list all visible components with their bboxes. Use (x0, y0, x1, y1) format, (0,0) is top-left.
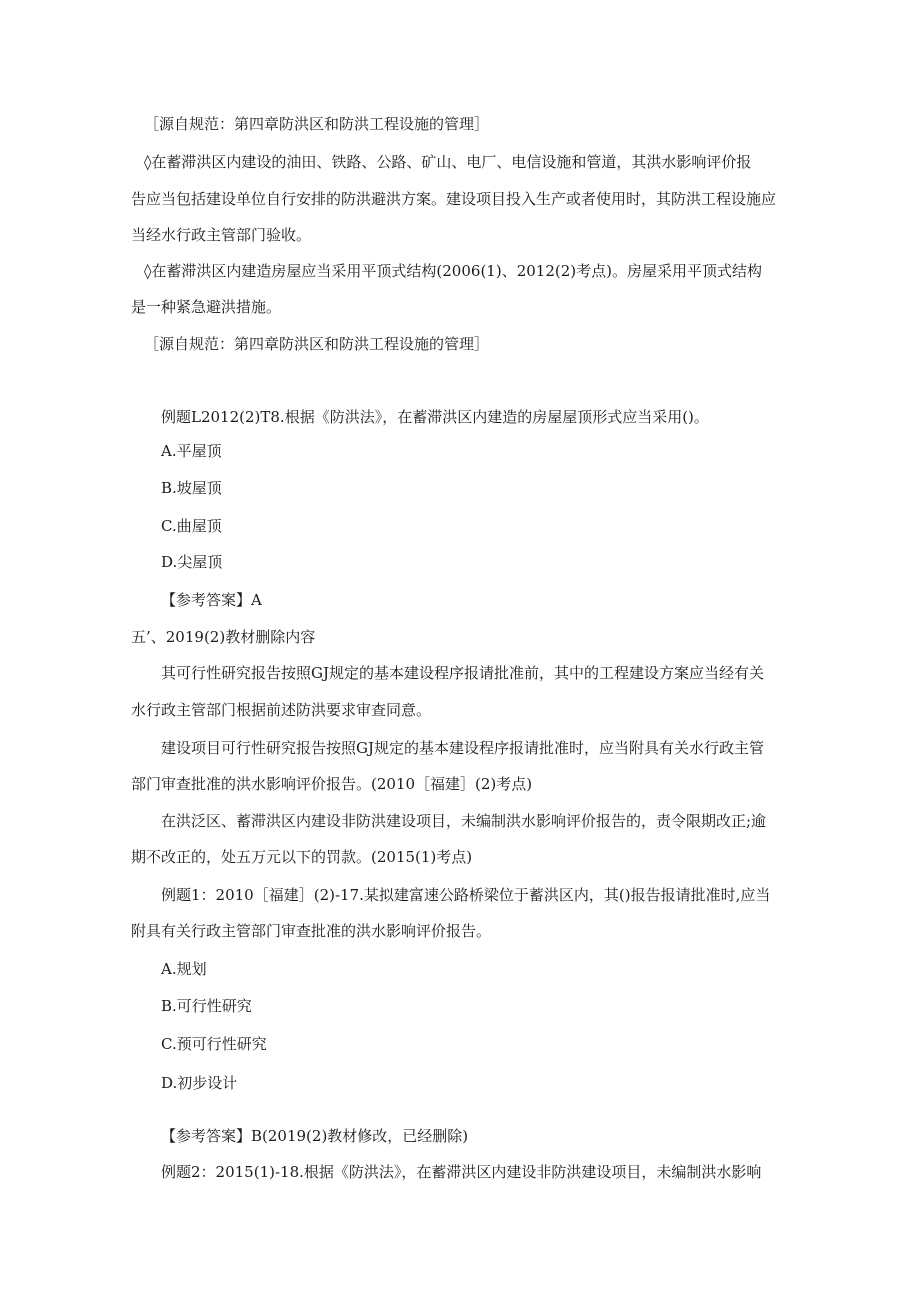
paragraph-line: 部门审查批准的洪水影响评价报告。(2010［福建］(2)考点) (131, 775, 533, 793)
option-c: C.曲屋顶 (161, 517, 222, 535)
paragraph-line: 其可行性研究报告按照GJ规定的基本建设程序报请批准前，其中的工程建设方案应当经有关 (161, 664, 764, 682)
option-d: D.初步设计 (161, 1074, 238, 1092)
answer: 【参考答案】B(2019(2)教材修改，已经删除) (161, 1127, 469, 1145)
option-c: C.预可行性研究 (161, 1035, 267, 1053)
paragraph-line: ◊在蓄滞洪区内建造房屋应当采用平顶式结构(2006(1)、2012(2)考点)。房屋采用平顶式结构 (144, 262, 762, 280)
example-question: 例题2：2015(1)-18.根据《防洪法》，在蓄滞洪区内建设非防洪建设项目，未编制洪水影响 (161, 1163, 762, 1181)
option-d: D.尖屋顶 (161, 553, 223, 571)
paragraph-line: 告应当包括建设单位自行安排的防洪避洪方案。建设项目投入生产或者使用时，其防洪工程设施应 (131, 190, 777, 208)
paragraph-line: 水行政主管部门根据前述防洪要求审查同意。 (131, 701, 432, 719)
paragraph-line: 当经水行政主管部门验收。 (131, 226, 312, 244)
answer: 【参考答案】A (161, 591, 262, 609)
paragraph-line: 是一种紧急避洪措施。 (131, 298, 282, 316)
option-b: B.可行性研究 (161, 997, 252, 1015)
example-question: 例题L2012(2)T8.根据《防洪法》，在蓄滞洪区内建造的房屋屋顶形式应当采用()。 (161, 408, 709, 426)
option-a: A.平屋顶 (161, 442, 222, 460)
source-note: ［源自规范：第四章防洪区和防洪工程设施的管理］ (144, 335, 490, 353)
option-a: A.规划 (161, 960, 207, 978)
example-question: 附具有关行政主管部门审查批准的洪水影响评价报告。 (131, 922, 492, 940)
paragraph-line: 建设项目可行性研究报告按照GJ规定的基本建设程序报请批准时，应当附具有关水行政主管 (161, 739, 764, 757)
option-b: B.坡屋顶 (161, 479, 222, 497)
source-note: ［源自规范：第四章防洪区和防洪工程设施的管理］ (144, 115, 490, 133)
paragraph-line: 期不改正的，处五万元以下的罚款。(2015(1)考点) (131, 848, 473, 866)
paragraph-line: ◊在蓄滞洪区内建设的油田、铁路、公路、矿山、电厂、电信设施和管道，其洪水影响评价报 (144, 153, 752, 171)
example-question: 例题1：2010［福建］(2)-17.某拟建富速公路桥梁位于蓄洪区内，其()报告报请批准时,应当 (161, 886, 771, 904)
paragraph-line: 在洪泛区、蓄滞洪区内建设非防洪建设项目，未编制洪水影响评价报告的，责令限期改正;逾 (161, 812, 767, 830)
section-heading: 五’、2019(2)教材删除内容 (131, 628, 316, 646)
